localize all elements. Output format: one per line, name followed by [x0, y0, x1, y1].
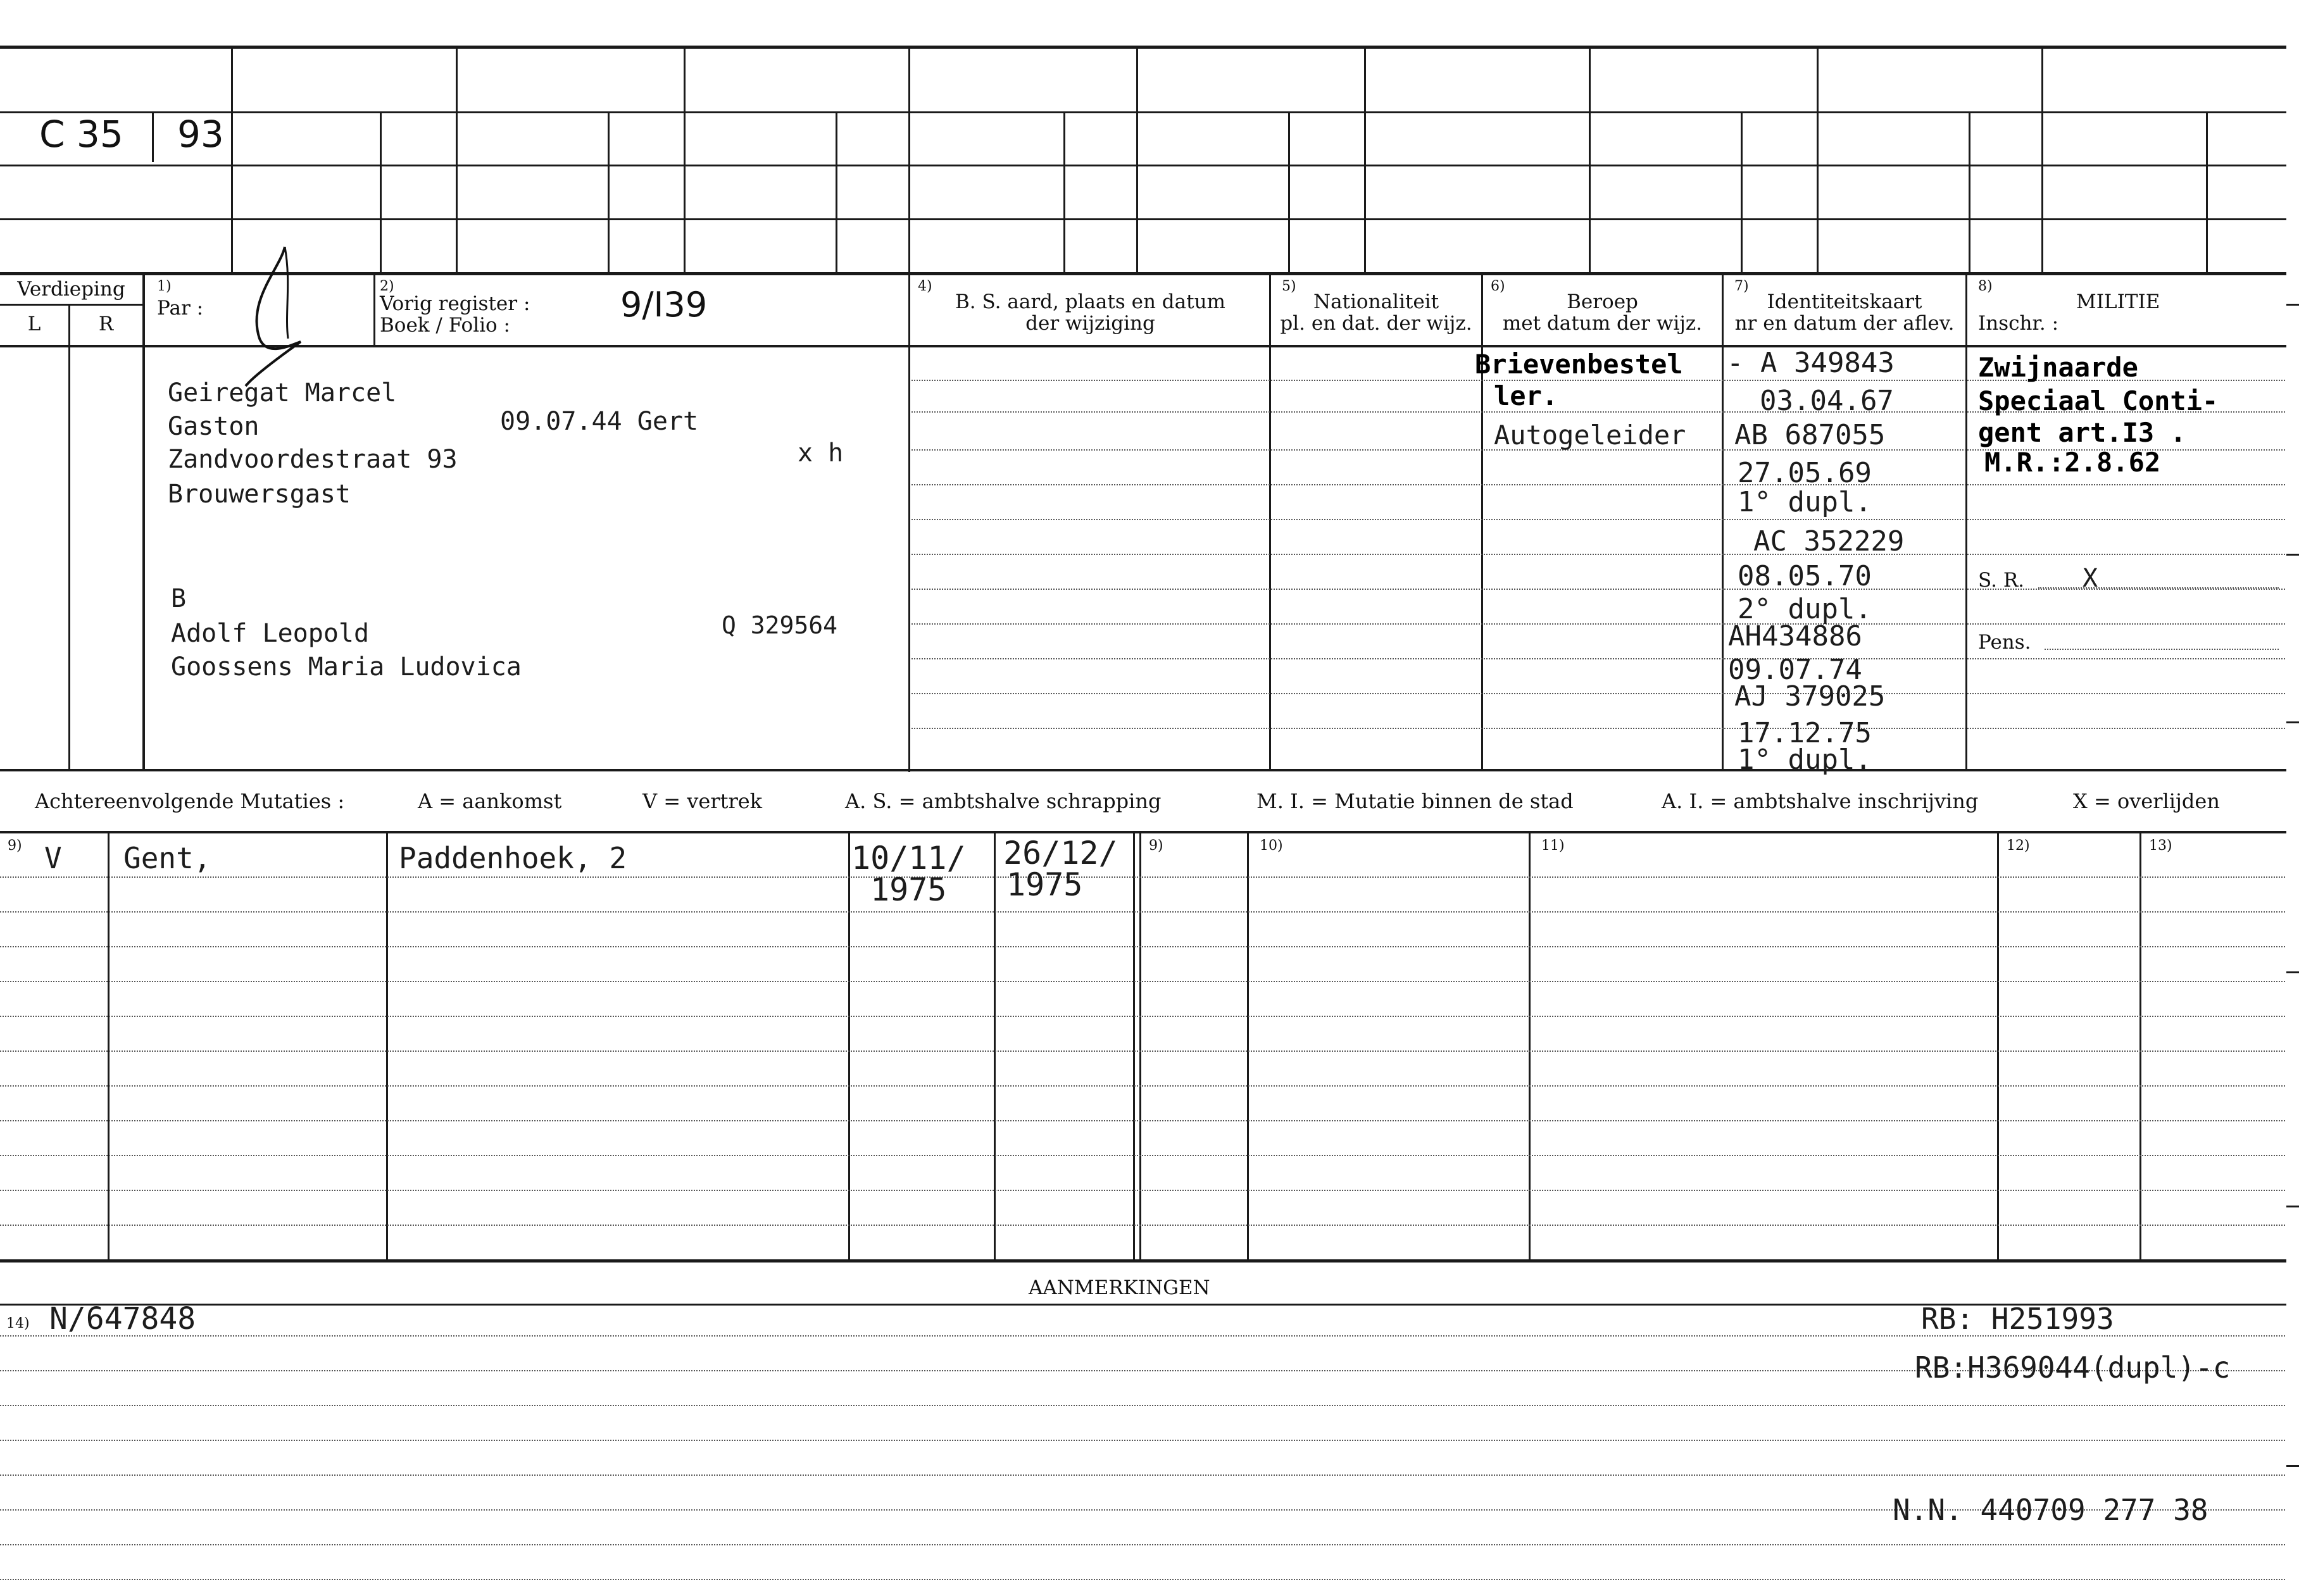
legend-aankomst: A = aankomst	[418, 789, 562, 813]
id-line-13: 1° dupl.	[1738, 744, 1872, 776]
pens-label: Pens.	[1978, 631, 2031, 654]
mut-col-10: 10)	[1260, 838, 1283, 854]
id-line-4: 27.05.69	[1738, 457, 1872, 489]
id-line-9: AH434886	[1728, 620, 1862, 652]
militie-line-2: Speciaal Conti-	[1978, 385, 2219, 416]
vorig-register-label: Vorig register :	[380, 292, 530, 315]
aanmerkingen-title: AANMERKINGEN	[1029, 1276, 1210, 1299]
rb-number-1: RB: H251993	[1921, 1302, 2114, 1336]
section-b: B	[171, 584, 187, 613]
address: Zandvoordestraat 93	[168, 445, 458, 474]
card-code: C 35	[39, 113, 123, 156]
militie-line-1: Zwijnaarde	[1978, 352, 2138, 383]
mutations-legend-title: Achtereenvolgende Mutaties :	[35, 789, 345, 813]
identiteitskaart-label: Identiteitskaart	[1767, 290, 1922, 313]
mutation-date-2b: 1975	[1006, 866, 1083, 903]
legend-mutatie: M. I. = Mutatie binnen de stad	[1256, 789, 1574, 813]
person-code: Q 329564	[722, 611, 838, 639]
previous-place: Brouwersgast	[168, 480, 351, 509]
col-num-1: 1)	[157, 278, 172, 294]
folio-value: 9/I39	[620, 285, 708, 325]
mutation-city: Gent,	[123, 841, 211, 875]
militie-line-3: gent art.I3 .	[1978, 417, 2186, 448]
mutation-type: V	[44, 841, 62, 875]
mutation-date-1b: 1975	[870, 871, 947, 908]
id-line-7: 08.05.70	[1738, 560, 1872, 592]
mutation-street: Paddenhoek, 2	[399, 841, 627, 875]
id-line-11: AJ 379025	[1734, 680, 1886, 713]
remarks-reference: N/647848	[49, 1301, 196, 1337]
marital-mark: x h	[798, 439, 844, 468]
mut-col-11: 11)	[1541, 838, 1565, 854]
beroep-line-3: Autogeleider	[1494, 420, 1686, 451]
sr-value: X	[2083, 564, 2098, 593]
card-number: 93	[177, 113, 224, 156]
person-name: Geiregat Marcel	[168, 378, 397, 408]
col-num-5: 5)	[1282, 278, 1296, 294]
id-line-3: AB 687055	[1734, 419, 1886, 451]
legend-overlijden: X = overlijden	[2073, 789, 2220, 813]
mut-col-12: 12)	[2007, 838, 2030, 854]
floor-right-label: R	[98, 313, 114, 335]
id-line-1: - A 349843	[1727, 347, 1895, 379]
id-line-10: 09.07.74	[1728, 654, 1862, 686]
legend-inschrijving: A. I. = ambtshalve inschrijving	[1662, 789, 1979, 813]
nationaliteit-label: Nationaliteit	[1313, 290, 1439, 313]
id-line-5: 1° dupl.	[1738, 486, 1872, 518]
id-line-8: 2° dupl.	[1738, 593, 1872, 625]
mother-name: Goossens Maria Ludovica	[171, 652, 522, 682]
beroep-sub-label: met datum der wijz.	[1502, 312, 1703, 335]
col-num-8: 8)	[1978, 278, 1993, 294]
floor-left-label: L	[27, 313, 41, 335]
sr-label: S. R.	[1978, 569, 2025, 592]
mutation-date-2a: 26/12/	[1003, 835, 1118, 871]
bs-label-1: B. S. aard, plaats en datum	[955, 290, 1225, 313]
bs-label-2: der wijziging	[1025, 312, 1155, 335]
col-num-7: 7)	[1734, 278, 1749, 294]
nationaliteit-sub-label: pl. en dat. der wijz.	[1280, 312, 1472, 335]
legend-schrapping: A. S. = ambtshalve schrapping	[845, 789, 1162, 813]
legend-vertrek: V = vertrek	[642, 789, 763, 813]
birth-date-place: 09.07.44 Gert	[500, 407, 699, 436]
inschr-label: Inschr. :	[1978, 312, 2059, 335]
mut-col-13: 13)	[2149, 838, 2172, 854]
id-line-12: 17.12.75	[1738, 717, 1872, 749]
beroep-label: Beroep	[1567, 290, 1638, 313]
remarks-col-14: 14)	[6, 1316, 30, 1331]
mut-col-9b: 9)	[1149, 838, 1163, 854]
national-number: N.N. 440709 277 38	[1893, 1493, 2208, 1527]
militie-label: MILITIE	[2076, 290, 2160, 313]
verdieping-label: Verdieping	[17, 278, 125, 301]
beroep-line-1: Brievenbestel	[1475, 349, 1683, 380]
id-line-2: 03.04.67	[1760, 385, 1894, 417]
boek-folio-label: Boek / Folio :	[380, 314, 510, 337]
col-num-4: 4)	[918, 278, 932, 294]
militie-line-4: M.R.:2.8.62	[1984, 447, 2161, 478]
par-label: Par :	[157, 297, 204, 320]
rb-number-2: RB:H369044(dupl)-c	[1915, 1350, 2231, 1385]
mut-col-9: 9)	[8, 838, 22, 854]
mutation-date-1a: 10/11/	[851, 840, 966, 876]
col-num-6: 6)	[1491, 278, 1505, 294]
identiteitskaart-sub-label: nr en datum der aflev.	[1734, 312, 1955, 335]
beroep-line-2: ler.	[1494, 380, 1558, 411]
col-num-2: 2)	[380, 278, 394, 294]
id-line-6: AC 352229	[1753, 525, 1905, 558]
par-handwritten-mark	[241, 244, 316, 396]
person-second-name: Gaston	[168, 412, 260, 441]
father-name: Adolf Leopold	[171, 619, 370, 648]
